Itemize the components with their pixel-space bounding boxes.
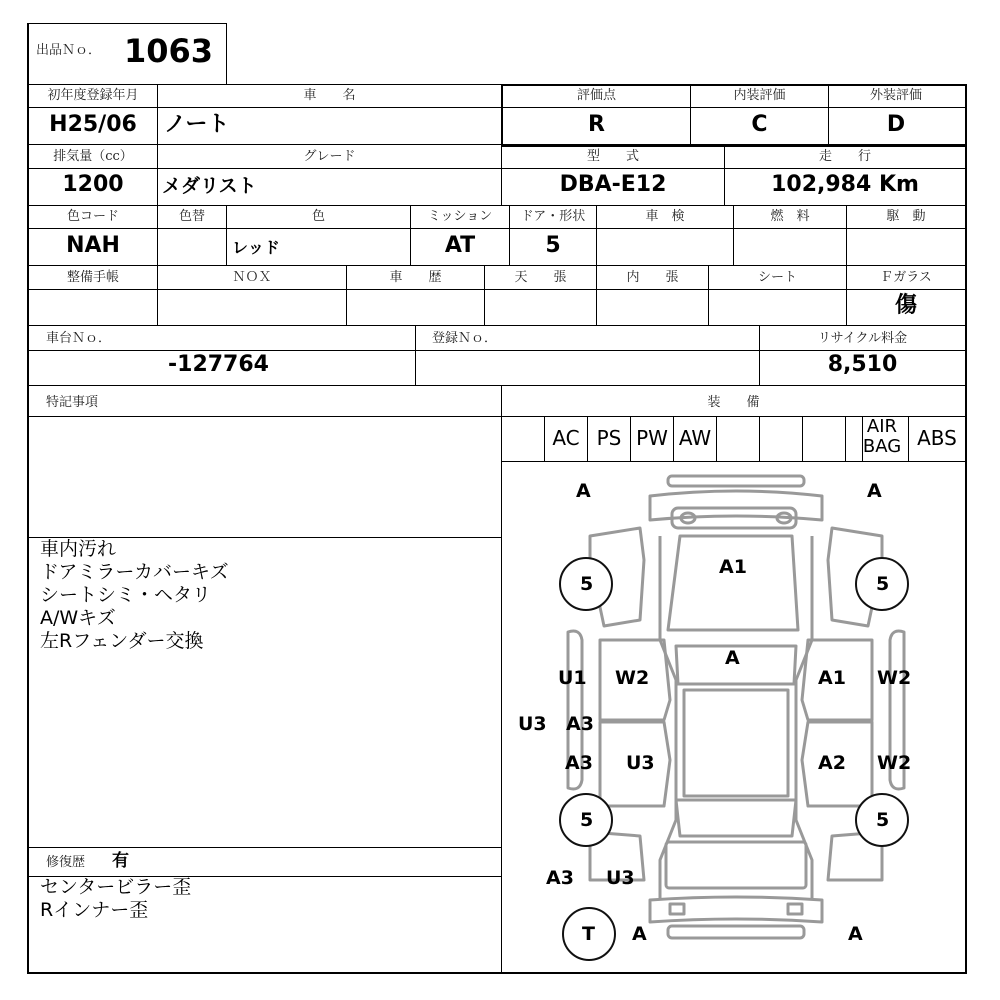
mark-l-rear-fender-2: U3	[606, 867, 635, 889]
mark-rear-bumper-right: A	[848, 923, 863, 945]
rule-h205	[27, 205, 967, 206]
mileage-value: 102,984 Km	[771, 172, 919, 197]
mark-l-side-2: A3	[566, 713, 594, 735]
rule-h416	[27, 416, 967, 417]
fglass-label: Ｆガラス	[880, 270, 932, 285]
color-code-value: NAH	[66, 233, 120, 258]
chassis-value: -127764	[168, 352, 269, 377]
lot-box-left	[27, 23, 29, 85]
seat-label: シート	[757, 270, 797, 285]
equipment-aw: AW	[678, 426, 712, 450]
sunroof-label: 天 張	[514, 270, 567, 285]
remarks-line: 車内汚れ	[40, 538, 117, 560]
recycle-value: 8,510	[827, 352, 898, 377]
rule-h385	[27, 385, 967, 386]
interior-label: 内装評価	[733, 88, 786, 103]
repair-line: Rインナー歪	[40, 899, 149, 921]
remarks-line: シートシミ・ヘタリ	[40, 584, 212, 606]
color-label: 色	[311, 209, 325, 224]
first-reg-value: H25/06	[49, 112, 137, 137]
model-value: DBA-E12	[559, 172, 667, 197]
maintenance-label: 整備手帳	[66, 270, 119, 285]
v-eq-8	[845, 416, 846, 462]
repair-line: センタービラー歪	[40, 876, 192, 898]
rule-h325	[27, 325, 967, 326]
mark-l-side-1: U3	[518, 713, 547, 735]
lot-box-top	[27, 23, 227, 24]
color-value: レッド	[232, 238, 280, 257]
nox-label: ＮＯＸ	[232, 270, 272, 285]
transmission-value: AT	[444, 233, 476, 258]
grade-value: メダリスト	[162, 175, 257, 197]
displacement-value: 1200	[62, 172, 124, 197]
first-reg-label: 初年度登録年月	[47, 88, 139, 103]
lot-number: 1063	[124, 32, 214, 70]
history-label: 車 歴	[389, 270, 442, 285]
grade-label: グレード	[303, 149, 356, 164]
equipment-ac: AC	[552, 426, 580, 450]
mark-front-bumper-left: A	[576, 480, 591, 502]
exterior-label: 外装評価	[869, 88, 922, 103]
repair-label: 修復歴	[46, 855, 86, 870]
repaint-label: 色替	[178, 209, 205, 224]
recycle-label: リサイクル料金	[817, 331, 908, 346]
displacement-label: 排気量（cc）	[53, 149, 133, 164]
equipment-ps: PS	[596, 426, 622, 450]
mark-front-bumper-right: A	[867, 480, 882, 502]
equipment-pw: PW	[636, 426, 668, 450]
chassis-label: 車台Ｎｏ．	[46, 331, 112, 346]
rule-h228	[27, 228, 967, 229]
rule-h265	[27, 265, 967, 266]
interior-value: C	[751, 112, 768, 137]
transmission-label: ミッション	[427, 209, 493, 224]
equipment-abs: ABS	[917, 426, 957, 450]
mark-hood: A1	[719, 556, 747, 578]
v-eq-7	[802, 416, 803, 462]
exterior-value: D	[886, 112, 906, 137]
mark-r-rear-door-1: A2	[818, 752, 846, 774]
equipment-airbag: AIR BAG	[862, 416, 902, 457]
rule-h168	[27, 168, 967, 169]
car-name-label: 車 名	[303, 88, 356, 103]
headliner-label: 内 張	[626, 270, 679, 285]
mark-l-rear-fender-1: A3	[546, 867, 574, 889]
regno-label: 登録Ｎｏ．	[432, 331, 498, 346]
grade-score-label: 評価点	[576, 88, 616, 103]
remarks-line: ドアミラーカバーキズ	[40, 561, 229, 583]
mark-l-rear-door-1: A3	[565, 752, 593, 774]
doors-value: 5	[545, 233, 561, 258]
v-eq-5	[716, 416, 717, 462]
mark-r-front-door-2: W2	[877, 667, 912, 689]
lot-label: 出品Ｎｏ．	[36, 43, 102, 58]
fuel-label: 燃 料	[770, 209, 810, 224]
grade-score-value: R	[588, 112, 605, 137]
color-code-label: 色コード	[66, 209, 119, 224]
lot-box-right	[226, 23, 227, 85]
repair-value: 有	[112, 851, 129, 871]
remarks-line: A/Wキズ	[40, 607, 116, 629]
inspection-label: 車 検	[645, 209, 685, 224]
drive-label: 駆 動	[886, 209, 926, 224]
mark-tire-rl: 5	[580, 809, 594, 831]
mark-spare-tire: T	[582, 923, 595, 945]
mark-l-rear-door-2: U3	[626, 752, 655, 774]
doors-label: ドア・形状	[520, 209, 586, 224]
equipment-label: 装 備	[707, 395, 760, 410]
form-border-bottom	[27, 972, 967, 974]
mark-r-rear-door-2: W2	[877, 752, 912, 774]
remarks-line: 左Rフェンダー交換	[40, 630, 204, 652]
car-name-value: ノート	[164, 112, 230, 137]
model-label: 型 式	[586, 149, 639, 164]
mark-tire-fl: 5	[580, 573, 594, 595]
mark-r-front-door-1: A1	[818, 667, 846, 689]
fglass-value: 傷	[894, 293, 917, 318]
remarks-label: 特記事項	[46, 395, 99, 410]
mark-rear-bumper-left: A	[632, 923, 647, 945]
mark-tire-fr: 5	[876, 573, 890, 595]
mark-roof: A	[725, 647, 740, 669]
v-r5-a	[415, 325, 416, 386]
rule-h847	[27, 847, 501, 848]
mark-l-front-door-2: W2	[615, 667, 650, 689]
rule-h289	[27, 289, 967, 290]
mileage-label: 走 行	[818, 149, 871, 164]
v-eq-6	[759, 416, 760, 462]
mark-tire-rr: 5	[876, 809, 890, 831]
form-border-right	[965, 84, 967, 974]
mark-l-front-door-1: U1	[558, 667, 587, 689]
